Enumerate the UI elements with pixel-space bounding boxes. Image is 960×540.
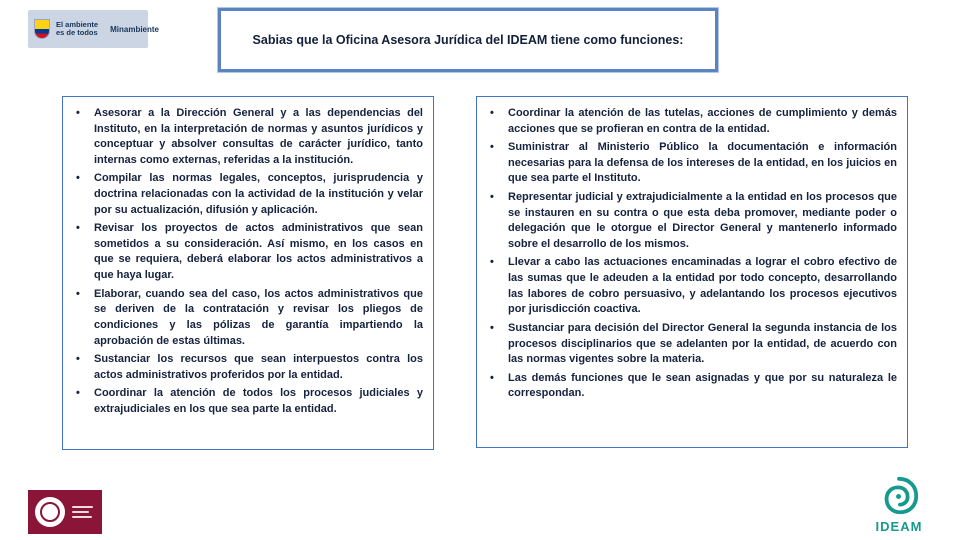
function-item: • Compilar las normas legales, conceptos, jurisprudencia y doctrina relacionadas con la actividad de la institución y velar por su actualización, difusión y aplicación. (71, 171, 423, 218)
brand-tagline (56, 21, 98, 37)
function-item: • Coordinar la atención de las tutelas, acciones de cumplimiento y demás acciones que se profieran en contra de la entidad. (485, 106, 897, 137)
function-item: • Asesorar a la Dirección General y a las dependencias del Instituto, en la interpretación de normas y asuntos jurídicos y conceptuar y absolver consultas de carácter jurídico, tanto internas como externas, referidas a la institución. (71, 106, 423, 168)
functions-panel-left (62, 96, 434, 450)
minambiente-banner (28, 10, 160, 48)
page-title: Sabias que la Oficina Asesora Jurídica del IDEAM tiene como funciones: (252, 33, 684, 47)
function-item: • Elaborar, cuando sea del caso, los actos administrativos que se deriven de la contratación y revisar los pliegos de condiciones y las pólizas de garantía impartiendo la aprobación de estas últimas. (71, 287, 423, 349)
function-item: • Suministrar al Ministerio Público la documentación e información necesarias para la defensa de los intereses de la entidad, en los juicios en que sea parte el Instituto. (485, 140, 897, 187)
function-item: • Sustanciar los recursos que sean interpuestos contra los actos administrativos proferidos por la entidad. (71, 352, 423, 383)
left-function-list (71, 106, 423, 418)
function-item: • Representar judicial y extrajudicialmente a la entidad en los procesos que se instauren en su contra o que esta deba promover, mediante poder o delegación que le otorgue el Director General y mantenerlo informado sobre el desarrollo de los mismos. (485, 190, 897, 252)
ideam-logo (864, 474, 934, 534)
seal-text-lines (72, 506, 95, 518)
function-item: • Llevar a cabo las actuaciones encaminadas a lograr el cobro efectivo de las sumas que le adeuden a la entidad por todo concepto, desarrollando las labores de cobro persuasivo, y adelantando los procesos ejecutivos por jurisdicción coactiva. (485, 255, 897, 317)
function-item: • Coordinar la atención de todos los procesos judiciales y extrajudiciales en los que sea parte la entidad. (71, 386, 423, 417)
institutional-seal-logo (28, 490, 102, 534)
seal-inner-ring (40, 502, 60, 522)
brand-ministry-label: Minambiente (110, 24, 160, 34)
seal-circle-icon (35, 497, 65, 527)
brand-tagline-line2: es de todos (56, 28, 98, 37)
title-box (218, 8, 718, 72)
function-item: • Sustanciar para decisión del Director General la segunda instancia de los procesos disciplinarios que se adelanten por la entidad, de acuerdo con las normas vigentes sobre la materia. (485, 321, 897, 368)
function-item: • Revisar los proyectos de actos administrativos que sean sometidos a su consideración. Así mismo, en los casos en que se requiera, deberá elaborar los actos administrativos a que haya lugar. (71, 221, 423, 283)
colombia-shield-icon (34, 19, 50, 39)
ideam-swirl-icon (876, 474, 922, 518)
function-item: • Las demás funciones que le sean asignadas y que por su naturaleza le correspondan. (485, 371, 897, 402)
ideam-label: IDEAM (875, 519, 923, 534)
right-function-list (485, 106, 897, 402)
functions-panel-right (476, 96, 908, 448)
brand-tagline-line1: El ambiente (56, 20, 99, 30)
